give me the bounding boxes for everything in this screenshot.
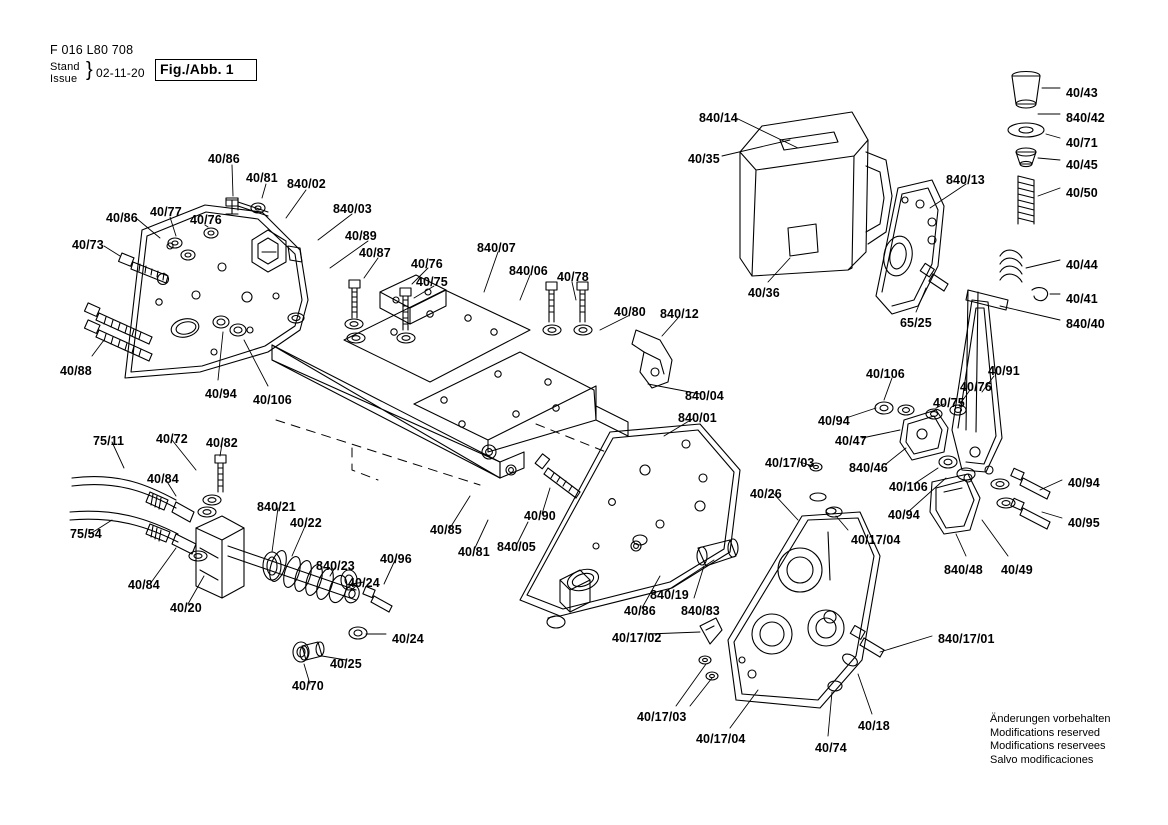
- part-callout: 840/06: [509, 264, 548, 278]
- part-callout: 40/86: [624, 604, 656, 618]
- part-callout: 840/83: [681, 604, 720, 618]
- part-callout: 40/106: [253, 393, 292, 407]
- part-callout: 40/89: [345, 229, 377, 243]
- part-callout: 40/78: [557, 270, 589, 284]
- part-callout: 840/40: [1066, 317, 1105, 331]
- part-callout: 40/17/02: [612, 631, 662, 645]
- part-callout: 840/46: [849, 461, 888, 475]
- part-callout: 840/07: [477, 241, 516, 255]
- part-callout: 840/23: [316, 559, 355, 573]
- part-callout: 40/84: [128, 578, 160, 592]
- part-callout: 840/02: [287, 177, 326, 191]
- part-callout: 40/81: [246, 171, 278, 185]
- footer-line-fr: Modifications reservees: [990, 740, 1106, 752]
- part-number: F 016 L80 708: [50, 43, 134, 57]
- part-callout: 840/01: [678, 411, 717, 425]
- footer-notice: [990, 713, 1110, 767]
- footer-line-de: Änderungen vorbehalten: [990, 713, 1111, 725]
- part-callout: 40/24: [348, 576, 380, 590]
- part-callout: 40/75: [933, 396, 965, 410]
- part-callout: 40/88: [60, 364, 92, 378]
- part-callout: 40/76: [960, 380, 992, 394]
- part-callout: 40/106: [889, 480, 928, 494]
- part-callout: 40/17/04: [696, 732, 746, 746]
- part-callout: 40/74: [815, 741, 847, 755]
- part-callout: 40/75: [416, 275, 448, 289]
- part-callout: 40/84: [147, 472, 179, 486]
- part-callout: 40/50: [1066, 186, 1098, 200]
- brace-glyph: }: [86, 59, 93, 81]
- part-callout: 40/106: [866, 367, 905, 381]
- part-callout: 40/85: [430, 523, 462, 537]
- part-callout: 65/25: [900, 316, 932, 330]
- part-callout: 840/17/01: [938, 632, 995, 646]
- issue-date: 02-11-20: [96, 66, 145, 80]
- part-callout: 40/43: [1066, 86, 1098, 100]
- part-callout: 40/86: [106, 211, 138, 225]
- part-callout: 40/94: [205, 387, 237, 401]
- part-callout: 75/11: [93, 434, 125, 448]
- part-callout: 840/03: [333, 202, 372, 216]
- part-callout: 840/04: [685, 389, 724, 403]
- part-callout: 40/72: [156, 432, 188, 446]
- part-callout: 40/24: [392, 632, 424, 646]
- part-callout: 40/95: [1068, 516, 1100, 530]
- part-callout: 40/44: [1066, 258, 1098, 272]
- part-callout: 840/05: [497, 540, 536, 554]
- part-callout: 40/17/04: [851, 533, 901, 547]
- part-callout: 840/21: [257, 500, 296, 514]
- part-callout: 40/86: [208, 152, 240, 166]
- part-callout: 40/82: [206, 436, 238, 450]
- part-callout: 40/81: [458, 545, 490, 559]
- part-callout: 40/80: [614, 305, 646, 319]
- part-callout: 840/42: [1066, 111, 1105, 125]
- part-callout: 40/22: [290, 516, 322, 530]
- part-callout: 840/12: [660, 307, 699, 321]
- part-callout: 40/77: [150, 205, 182, 219]
- part-callout: 40/90: [524, 509, 556, 523]
- part-callout: 40/36: [748, 286, 780, 300]
- part-callout: 840/14: [699, 111, 738, 125]
- part-callout: 40/71: [1066, 136, 1098, 150]
- part-callout: 40/17/03: [637, 710, 687, 724]
- part-callout: 40/73: [72, 238, 104, 252]
- part-callout: 40/17/03: [765, 456, 815, 470]
- issue-label: Issue: [50, 73, 78, 85]
- part-callout: 40/49: [1001, 563, 1033, 577]
- part-callout: 40/96: [380, 552, 412, 566]
- part-callout: 40/76: [190, 213, 222, 227]
- part-callout: 40/94: [1068, 476, 1100, 490]
- part-callout: 840/48: [944, 563, 983, 577]
- part-callout: 40/18: [858, 719, 890, 733]
- part-callout: 40/35: [688, 152, 720, 166]
- part-callout: 40/25: [330, 657, 362, 671]
- part-callout: 40/47: [835, 434, 867, 448]
- part-callout: 40/94: [818, 414, 850, 428]
- footer-line-es: Salvo modificaciones: [990, 753, 1094, 766]
- part-callout: 40/94: [888, 508, 920, 522]
- part-callout: 40/70: [292, 679, 324, 693]
- part-callout: 40/26: [750, 487, 782, 501]
- part-callout: 40/41: [1066, 292, 1098, 306]
- figure-label: Fig./Abb. 1: [160, 61, 234, 77]
- part-callout: 840/19: [650, 588, 689, 602]
- part-callout: 40/45: [1066, 158, 1098, 172]
- part-callout: 40/76: [411, 257, 443, 271]
- stand-label: Stand: [50, 61, 80, 73]
- part-callout: 40/20: [170, 601, 202, 615]
- part-callout: 40/91: [988, 364, 1020, 378]
- footer-line-en: Modifications reserved: [990, 726, 1101, 739]
- part-callout: 840/13: [946, 173, 985, 187]
- part-callout: 40/87: [359, 246, 391, 260]
- part-callout: 75/54: [70, 527, 102, 541]
